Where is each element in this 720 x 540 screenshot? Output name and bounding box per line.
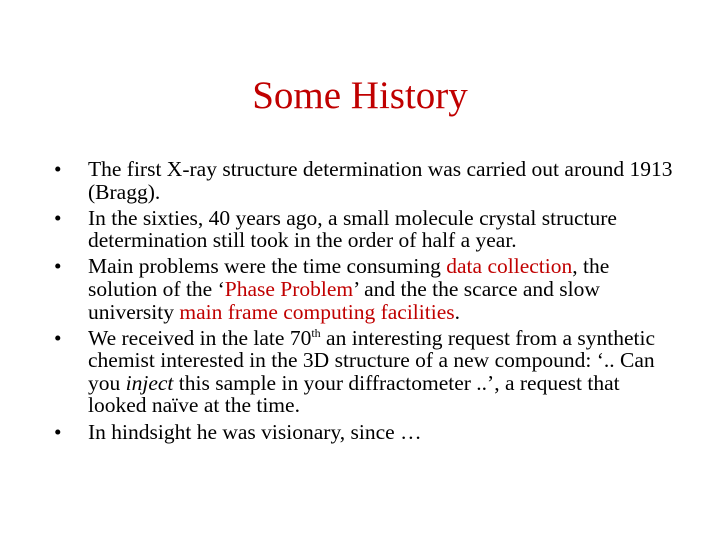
bullet-text-segment: Main problems were the time consuming — [88, 254, 447, 279]
bullet-icon: • — [54, 419, 62, 444]
bullet-text: The first X-ray structure determination was carried out around 1913 (Bragg). — [88, 157, 673, 204]
bullet-text-segment: , the solution of the ‘ — [88, 254, 610, 301]
bullet-icon: • — [54, 205, 62, 230]
bullet-text — [88, 254, 609, 323]
italic-inject: inject — [125, 370, 174, 395]
bullet-text-segment: We received in the late 70 — [88, 325, 312, 350]
bullet-icon: • — [54, 325, 62, 350]
bullet-item — [54, 421, 674, 444]
highlight-computing-facilities: main frame computing facilities — [179, 299, 455, 324]
highlight-phase-problem: Phase Problem — [224, 276, 354, 301]
highlight-data-collection: data collection — [446, 254, 573, 279]
bullet-list — [54, 158, 674, 447]
bullet-item — [54, 207, 674, 252]
bullet-text: In the sixties, 40 years ago, a small molecule crystal structure determination still took in the order of half a year. — [88, 205, 617, 253]
bullet-icon: • — [54, 254, 62, 279]
bullet-text-segment: ’ and the the scarce and slow university — [88, 276, 600, 324]
bullet-text-segment: an interesting request from a synthetic chemist interested in the 3D structure of a new compound: ‘.. Can you — [88, 325, 656, 395]
ordinal-superscript: th — [311, 325, 321, 340]
bullet-item — [54, 158, 674, 203]
bullet-text-segment: . — [454, 299, 460, 324]
bullet-item — [54, 327, 674, 417]
slide-title: Some History — [252, 74, 468, 117]
bullet-item — [54, 255, 674, 323]
bullet-text — [88, 326, 655, 418]
bullet-icon: • — [54, 157, 62, 181]
bullet-text: In hindsight he was visionary, since … — [88, 419, 422, 444]
bullet-text-segment: this sample in your diffractometer ..’, a request that looked naïve at the time. — [88, 370, 620, 418]
